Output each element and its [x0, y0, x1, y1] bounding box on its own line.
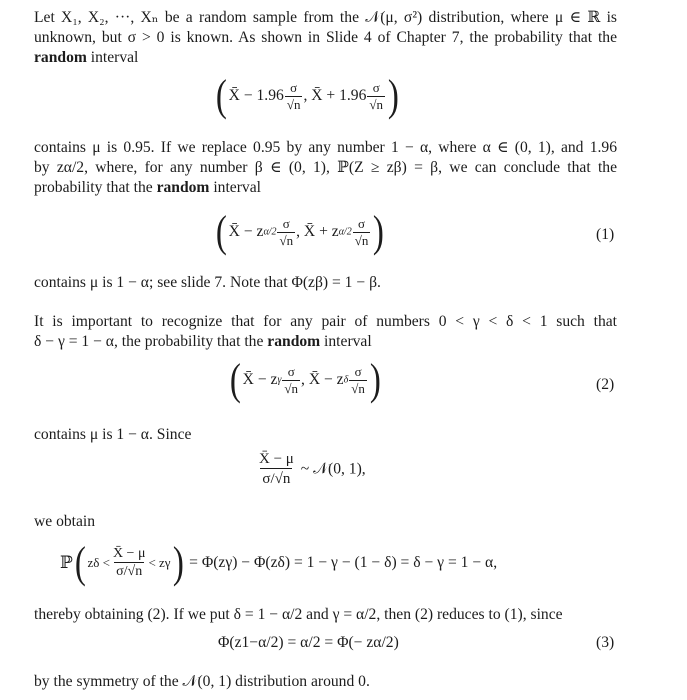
frac-den: √n — [284, 380, 299, 396]
frac-num: σ — [282, 215, 290, 231]
right-paren: ) — [373, 207, 385, 256]
right-paren: ) — [387, 71, 399, 120]
text-line: contains μ is 1 − α; see slide 7. Note that Φ(zβ) = 1 − β. — [34, 274, 381, 291]
left-paren: ( — [74, 538, 86, 587]
equation-distribution — [256, 450, 366, 489]
eq-text: , X̄ + z — [296, 223, 339, 240]
fraction — [277, 216, 295, 249]
text-span: interval — [86, 49, 139, 66]
text-span: interval — [320, 333, 372, 350]
equation-number-3: (3) — [596, 634, 615, 651]
frac-den: √n — [354, 232, 369, 248]
left-paren: ( — [229, 355, 241, 404]
fraction — [257, 450, 296, 489]
text-span: δ − γ = 1 − α, the probability that the — [34, 333, 268, 350]
prob-symbol: ℙ — [60, 553, 73, 572]
text-span: interval — [209, 179, 261, 196]
frac-den: σ/√n — [116, 563, 143, 579]
bold-word: random — [156, 179, 210, 196]
eq-text: < zγ — [148, 555, 171, 570]
frac-den: √n — [351, 380, 365, 396]
fraction — [111, 546, 148, 581]
equation-probability — [60, 538, 498, 587]
frac-num: σ — [358, 215, 366, 231]
frac-num: σ — [372, 79, 380, 95]
text-line: unknown, but σ > 0 is known. As shown in Slide 4 of Chapter 7, the probability that the — [34, 29, 617, 46]
equation-number-1: (1) — [596, 226, 615, 243]
frac-num: σ — [287, 363, 295, 379]
right-paren: ) — [172, 538, 184, 587]
text-line — [34, 332, 372, 352]
eq-text: zδ < — [87, 555, 110, 570]
eq-text: = Φ(zγ) − Φ(zδ) = 1 − γ − (1 − δ) = δ − γ = 1 − α, — [189, 554, 498, 571]
equation-3: Φ(z1−α/2) = α/2 = Φ(− zα/2) — [218, 634, 399, 651]
frac-num: σ — [290, 79, 298, 95]
bold-word: random — [34, 49, 87, 66]
right-paren: ) — [369, 355, 381, 404]
eq-text: , X̄ − z — [301, 371, 344, 388]
eq-text: X̄ − z — [228, 223, 264, 240]
eq-text: , X̄ + 1.96 — [303, 87, 367, 104]
eq-text: X̄ − z — [242, 371, 278, 388]
text-line: Let X₁, X₂, ···, Xₙ be a random sample from the 𝒩(μ, σ²) distribution, where μ ∈ ℝ is — [34, 9, 617, 26]
text-line: contains μ is 1 − α. Since — [34, 426, 192, 443]
frac-num: X̄ − μ — [112, 545, 146, 561]
equation-interval-196 — [214, 71, 401, 120]
text-line — [34, 48, 138, 68]
left-paren: ( — [215, 71, 227, 120]
fraction — [282, 364, 300, 397]
eq-subscript: γ — [277, 374, 282, 386]
equation-number-2: (2) — [596, 376, 615, 393]
frac-den: √n — [369, 96, 384, 112]
left-paren: ( — [215, 207, 227, 256]
text-line: by the symmetry of the 𝒩(0, 1) distribution around 0. — [34, 673, 370, 690]
frac-den: σ/√n — [260, 468, 292, 489]
text-line: contains μ is 0.95. If we replace 0.95 by any number 1 − α, where α ∈ (0, 1), and 1.96 — [34, 139, 617, 156]
bold-word: random — [267, 333, 321, 350]
text-line — [34, 178, 261, 198]
equation-1 — [214, 207, 386, 256]
frac-num: σ — [354, 363, 362, 379]
text-line: we obtain — [34, 513, 96, 530]
text-span: probability that the — [34, 179, 157, 196]
text-line: by zα/2, where, for any number β ∈ (0, 1), ℙ(Z ≥ zβ) = β, we can conclude that the — [34, 159, 617, 176]
eq-subscript: α/2 — [263, 226, 277, 238]
frac-den: √n — [286, 96, 301, 112]
fraction — [349, 364, 367, 397]
text-line: It is important to recognize that for any pair of numbers 0 < γ < δ < 1 such that — [34, 313, 617, 330]
text-line: thereby obtaining (2). If we put δ = 1 − α/2 and γ = α/2, then (2) reduces to (1), since — [34, 606, 563, 623]
eq-text: ~ 𝒩(0, 1), — [300, 460, 366, 478]
equation-2 — [228, 355, 383, 404]
frac-den: √n — [279, 232, 294, 248]
eq-subscript: α/2 — [338, 226, 352, 238]
fraction — [353, 216, 371, 249]
eq-subscript: δ — [343, 374, 349, 386]
fraction — [367, 80, 385, 113]
eq-text: X̄ − 1.96 — [228, 87, 284, 104]
frac-num: X̄ − μ — [259, 451, 294, 467]
fraction — [285, 80, 303, 113]
